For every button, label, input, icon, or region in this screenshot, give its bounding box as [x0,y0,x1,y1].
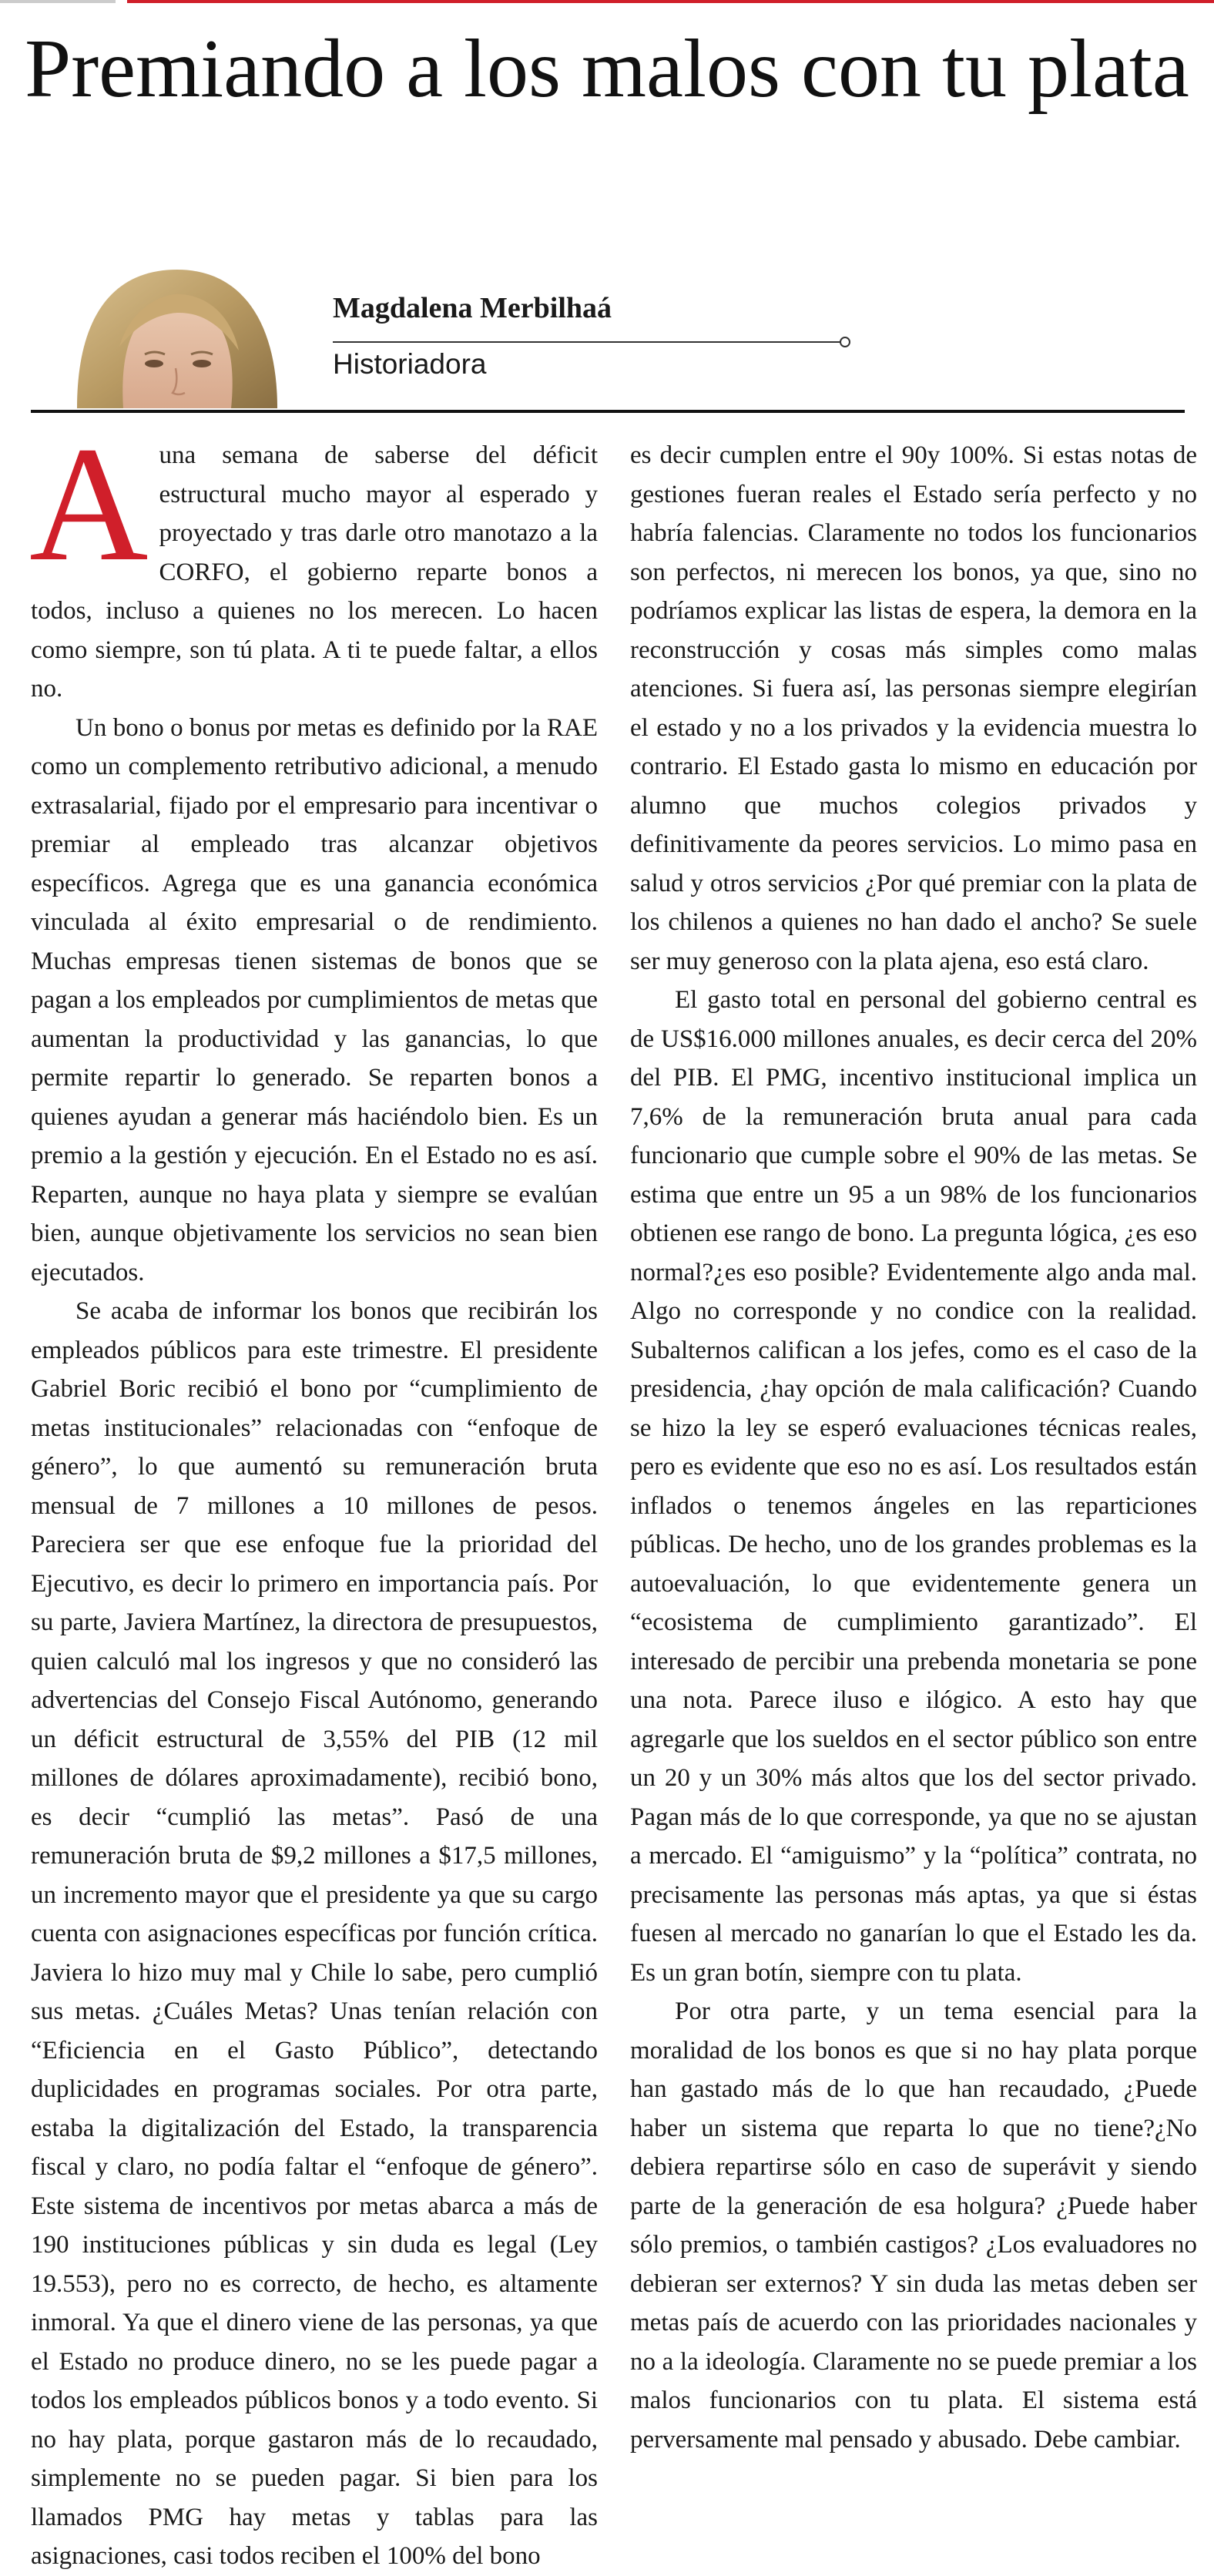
headline: Premiando a los malos con tu plata [25,23,1189,115]
article-paragraph: El gasto total en personal del gobierno central es de US$16.000 millones anuales, es decir cerca del 20% del PIB. El PMG, incentivo institucional implica un 7,6% de la remuneración bruta anual para cada funcionario que cumple sobre el 90% de las metas. Se estima que entre un 95 a un 98% de los funcionarios obtienen ese rango de bono. La pregunta lógica, ¿es eso normal?¿es eso posible? Evidentemente algo anda mal. Algo no corresponde y no condice con la realidad. Subalternos califican a los jefes, como es el caso de la presidencia, ¿hay opción de mala calificación? Cuando se hizo la ley se esperó evaluaciones técnicas reales, pero es evidente que eso no es así. Los resultados están inflados o tenemos ángeles en las reparticiones públicas. De hecho, uno de los grandes problemas es la autoevaluación, lo que evidentemente genera un “ecosistema de cumplimiento garantizado”. El interesado de percibir una prebenda monetaria se pone una nota. Parece iluso e ilógico. A esto hay que agregarle que los sueldos en el sector público son entre un 20 y un 30% más altos que los del sector privado. Pagan más de lo que corresponde, ya que no se ajustan a mercado. El “amiguismo” y la “política” contrata, no precisamente las personas más aptas, ya que si éstas fuesen al mercado no ganarían lo que el Estado les da. Es un gran botín, siempre con tu plata. [630,986,1197,1987]
header-divider [31,410,1185,413]
author-portrait-icon [46,262,308,408]
article-paragraph: Un bono o bonus por metas es definido por la RAE como un complemento retributivo adicional, a menudo extrasalarial, fijado por el empresario para incentivar o premiar al empleado tras alcanzar objetivos específicos. Agrega que es una ganancia económica vinculada al éxito empresarial o de rendimiento. Muchas empresas tienen sistemas de bonos que se pagan a los empleados por cumplimientos de metas que aumentan la productividad y las ganancias, lo que permite repartir lo generado. Se reparten bonos a quienes ayudan a generar más haciéndolo bien. Es un premio a la gestión y ejecución. En el Estado no es así. Reparten, aunque no haya plata y siempre se evalúan bien, aunque objetivamente los servicios no sean bien ejecutados. [31,713,598,1286]
author-photo [46,262,308,408]
paragraph-text: una semana de saberse del déficit estructural mucho mayor al esperado y proyectado y tras darle otro manotazo a la CORFO, el gobierno reparte bonos a todos, incluso a quienes no los merecen. Lo hacen como siempre, son tú plata. A ti te puede faltar, a ellos no. [31,441,598,703]
drop-cap: A [29,413,149,595]
article-paragraph: Se acaba de informar los bonos que recibirán los empleados públicos para este trimestre. El presidente Gabriel Boric recibió el bono por “cumplimiento de metas institucionales” relacionadas con “enfoque de género”, lo que aumentó su remuneración bruta mensual de 7 millones a 10 millones de pesos. Pareciera ser que ese enfoque fue la prioridad del Ejecutivo, es decir lo primero en importancia país. Por su parte, Javiera Martínez, la directora de presupuestos, quien calculó mal los ingresos y que no consideró las advertencias del Consejo Fiscal Autónomo, generando un déficit estructural de 3,55% del PIB (12 mil millones de dólares aproximadamente), recibió bono, es decir “cumplió las metas”. Pasó de una remuneración bruta de $9,2 millones a $17,5 millones, un incremento mayor que el presidente ya que su cargo cuenta con asignaciones específicas por función crítica. Javiera lo hizo muy mal y Chile lo sabe, pero cumplió sus metas. ¿Cuáles Metas? Unas tenían relación con “Eficiencia en el Gasto Público”, detectando duplicidades en programas sociales. Por otra parte, estaba la digitalización del Estado, la transparencia fiscal y claro, no podía faltar el “enfoque de género”. Este sistema de incentivos por metas abarca a más de 190 instituciones públicas y sin duda es legal (Ley 19.553), pero no es correcto, de hecho, es altamente inmoral. Ya que el dinero viene de las personas, ya que el Estado no produce dinero, no se les puede pagar a todos los empleados públicos bonos y a todo evento. Si no hay plata, porque gastaron más de lo recaudado, simplemente no se pueden pagar. Si bien para los llamados PMG hay metas y tablas para las asignaciones, casi todos reciben el 100% del bono [31,1297,598,2570]
article-paragraph [29,413,598,709]
author-role: Historiadora [333,348,487,380]
byline-rule [333,341,841,343]
article-paragraph: Por otra parte, y un tema esencial para la moralidad de los bonos es que si no hay plata porque han gastado más de lo que han recaudado, ¿Puede haber un sistema que reparta lo que no tiene?¿No debiera repartirse sólo en caso de superávit y siendo parte de la generación de esa holgura? ¿Puede haber sólo premios, o también castigos? ¿Los evaluadores no debieran ser externos? Y sin duda las metas deben ser metas país de acuerdo con las prioridades nacionales y no a la ideología. Claramente no se puede premiar a los malos funcionarios con tu plata. El sistema está perversamente mal pensado y abusado. Debe cambiar. [630,1997,1197,2454]
article-column-left [29,413,598,2576]
byline-rule-end-icon [840,337,850,347]
author-name: Magdalena Merbilhaá [333,292,612,324]
top-rule-gray [0,0,116,3]
article-paragraph: es decir cumplen entre el 90y 100%. Si estas notas de gestiones fueran reales el Estado sería perfecto y no habría falencias. Claramente no todos los funcionarios son perfectos, ni merecen los bonos, ya que, sino no podríamos explicar las listas de espera, la demora en la reconstrucción y cosas más simples como malas atenciones. Si fuera así, las personas siempre elegirían el estado y no a los privados y la evidencia muestra lo contrario. El Estado gasta lo mismo en educación por alumno que muchos colegios privados y definitivamente da peores servicios. Lo mimo pasa en salud y otros servicios ¿Por qué premiar con la plata de los chilenos a quienes no han dado el ancho? Se suele ser muy generoso con la plata ajena, eso está claro. [630,441,1197,975]
article-column-right [630,436,1197,2459]
top-rule-red [127,0,1214,3]
